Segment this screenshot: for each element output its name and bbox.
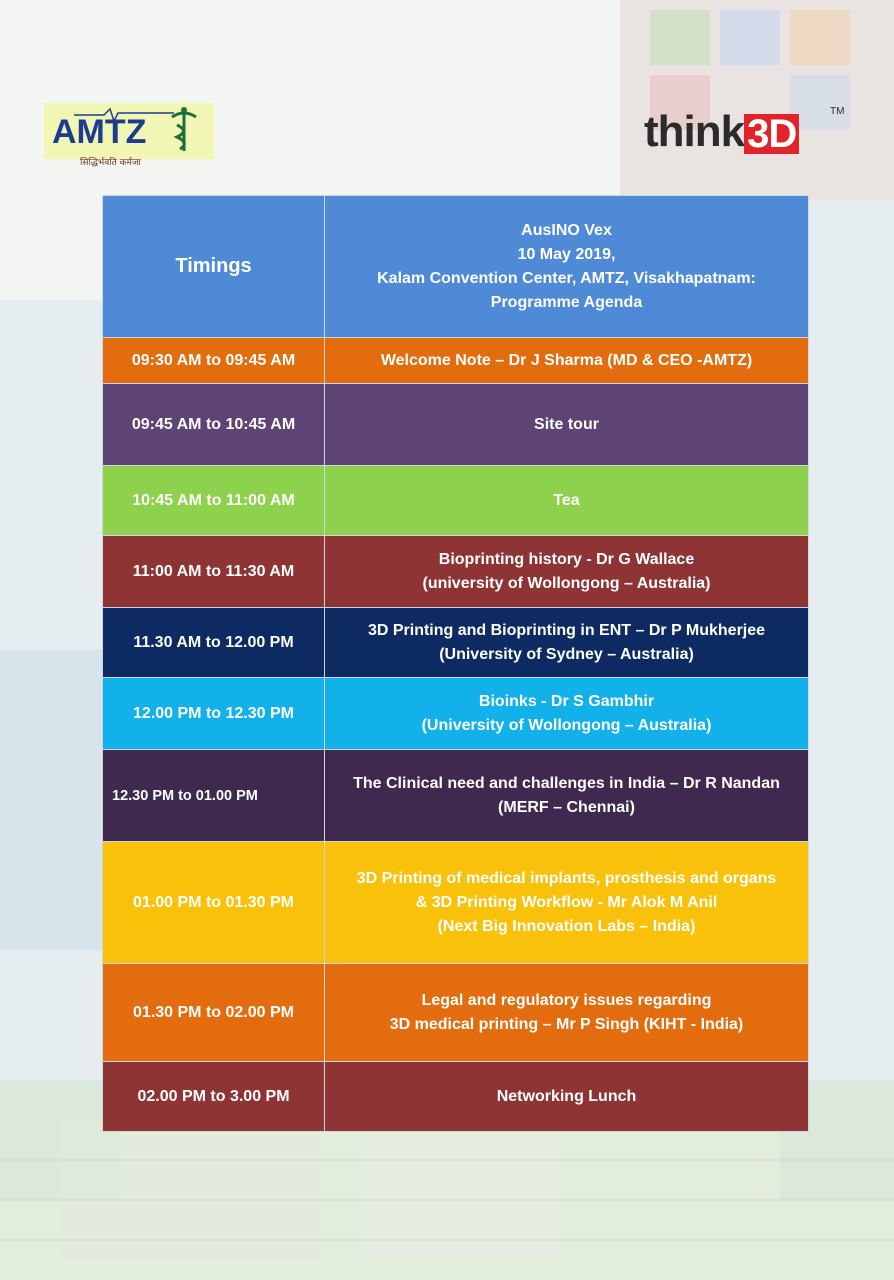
- row-description: [325, 608, 809, 678]
- agenda-row: [103, 750, 809, 842]
- row-time: 09:45 AM to 10:45 AM: [103, 384, 325, 466]
- row-description-line: & 3D Printing Workflow - Mr Alok M Anil: [415, 893, 718, 911]
- row-description: [325, 964, 809, 1062]
- row-time: 01.30 PM to 02.00 PM: [103, 964, 325, 1062]
- row-description-line: Welcome Note – Dr J Sharma (MD & CEO -AMTZ): [380, 351, 753, 369]
- agenda-title-line: AusINO Vex: [521, 221, 612, 239]
- row-description: [325, 536, 809, 608]
- row-description: [325, 338, 809, 384]
- row-time: 11:00 AM to 11:30 AM: [103, 536, 325, 608]
- amtz-logo-text: AMTZ: [52, 113, 147, 151]
- row-description-line: (university of Wollongong – Australia): [422, 574, 711, 592]
- row-time: 10:45 AM to 11:00 AM: [103, 466, 325, 536]
- row-description-line: (Next Big Innovation Labs – India): [437, 917, 696, 935]
- timings-header: Timings: [103, 196, 325, 338]
- amtz-logo: [44, 103, 214, 169]
- amtz-tagline: सिद्धिर्भवति कर्मजा: [80, 158, 141, 168]
- agenda-title: [325, 196, 809, 338]
- row-description-line: (University of Wollongong – Australia): [421, 716, 712, 734]
- agenda-row: [103, 678, 809, 750]
- row-time: 12.30 PM to 01.00 PM: [103, 750, 325, 842]
- row-description-line: Tea: [553, 491, 580, 509]
- agenda-table: [102, 195, 809, 1132]
- row-description-line: Networking Lunch: [496, 1087, 637, 1105]
- agenda-row: [103, 384, 809, 466]
- agenda-date-line: 10 May 2019,: [517, 245, 616, 263]
- agenda-row: [103, 1062, 809, 1132]
- row-description-line: 3D medical printing – Mr P Singh (KIHT - India): [389, 1015, 744, 1033]
- row-description-line: (MERF – Chennai): [498, 798, 635, 816]
- agenda-row: [103, 338, 809, 384]
- row-description-line: 3D Printing of medical implants, prosthesis and organs: [356, 869, 777, 887]
- think3d-tm: TM: [830, 106, 845, 117]
- row-description: [325, 1062, 809, 1132]
- agenda-row: [103, 964, 809, 1062]
- row-description: [325, 384, 809, 466]
- row-description-line: Bioprinting history - Dr G Wallace: [438, 550, 695, 568]
- row-description-line: The Clinical need and challenges in India – Dr R Nandan: [353, 774, 780, 792]
- row-time: 12.00 PM to 12.30 PM: [103, 678, 325, 750]
- row-description-line: Bioinks - Dr S Gambhir: [478, 692, 655, 710]
- row-description: [325, 678, 809, 750]
- agenda-row: [103, 842, 809, 964]
- agenda-row: [103, 536, 809, 608]
- think3d-logo: [644, 104, 854, 160]
- row-description-line: Legal and regulatory issues regarding: [421, 991, 712, 1009]
- row-description-line: Site tour: [534, 415, 599, 433]
- row-description: [325, 842, 809, 964]
- row-time: 11.30 AM to 12.00 PM: [103, 608, 325, 678]
- row-description-line: (University of Sydney – Australia): [439, 645, 694, 663]
- row-time: 09:30 AM to 09:45 AM: [103, 338, 325, 384]
- row-description: [325, 750, 809, 842]
- agenda-row: [103, 466, 809, 536]
- agenda-row: [103, 608, 809, 678]
- agenda-header-row: [103, 196, 809, 338]
- agenda-subtitle-line: Programme Agenda: [490, 293, 643, 311]
- row-time: 01.00 PM to 01.30 PM: [103, 842, 325, 964]
- row-description-line: 3D Printing and Bioprinting in ENT – Dr P Mukherjee: [367, 621, 766, 639]
- row-description: [325, 466, 809, 536]
- think3d-3d-text: 3D: [744, 114, 799, 154]
- agenda-venue-line: Kalam Convention Center, AMTZ, Visakhapatnam:: [377, 269, 756, 287]
- think3d-think-text: think: [644, 107, 745, 156]
- row-time: 02.00 PM to 3.00 PM: [103, 1062, 325, 1132]
